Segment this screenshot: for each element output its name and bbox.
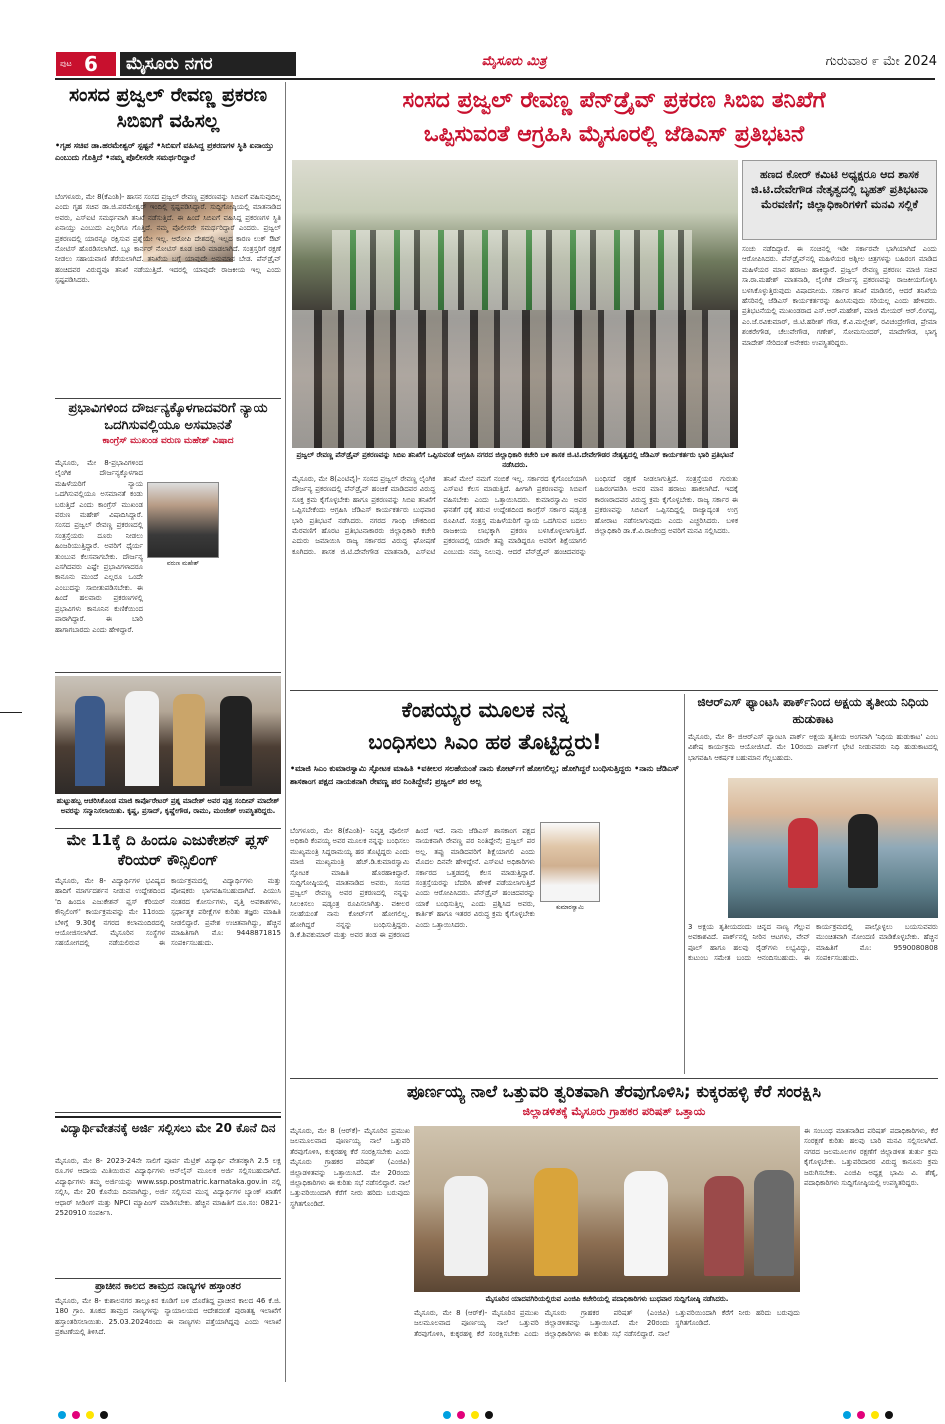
page-label: ಪುಟ	[60, 59, 72, 68]
left-story-6	[55, 1280, 281, 1380]
bottom-photo-caption: ಮೈಸೂರಿನ ಯಾದವಗಿರಿಯಲ್ಲಿರುವ ಎಂಜಿಪಿ ಕಚೇರಿಯಲ್ಲಿ ಪದಾಧಿಕಾರಿಗಳು ಬುಧವಾರ ಸುದ್ದಿಗೋಷ್ಠಿ ನಡೆಸಿದರು.	[485, 1295, 729, 1303]
figure	[788, 818, 818, 888]
left4-body: ಮೈಸೂರು, ಮೇ 8- ವಿದ್ಯಾರ್ಥಿಗಳ ಭವಿಷ್ಯದ ಹಾದಿಗೆ ಮಾರ್ಗದರ್ಶನ ನೀಡುವ ಉದ್ದೇಶದಿಂದ 'ದಿ ಹಿಂದೂ ಎಜುಕೇಶನ್ ಪ್ಲಸ್ ಕೆರಿಯರ್ ಕೌನ್ಸಿಲಿಂಗ್' ಕಾರ್ಯಕ್ರಮವನ್ನು ಮೇ 11ರಂದು ಬೆಳಿಗ್ಗೆ 9.30ಕ್ಕೆ ನಗರದ ಕಲಾಮಂದಿರದಲ್ಲಿ ಆಯೋಜಿಸಲಾಗಿದೆ. ಮೈಸೂರಿನ ಸಂಸ್ಥೆಗಳ ಸಹಯೋಗದಲ್ಲಿ ನಡೆಯಲಿರುವ ಈ ಕಾರ್ಯಕ್ರಮದಲ್ಲಿ ವಿದ್ಯಾರ್ಥಿಗಳು ಮತ್ತು ಪೋಷಕರು ಭಾಗವಹಿಸಬಹುದಾಗಿದೆ. ಪಿಯುಸಿ ನಂತರದ ಕೋರ್ಸುಗಳು, ವೃತ್ತಿ ಅವಕಾಶಗಳು, ಸ್ಪರ್ಧಾತ್ಮಕ ಪರೀಕ್ಷೆಗಳ ಕುರಿತು ತಜ್ಞರು ಮಾಹಿತಿ ನೀಡಲಿದ್ದಾರೆ. ಪ್ರವೇಶ ಉಚಿತವಾಗಿದ್ದು, ಹೆಚ್ಚಿನ ಮಾಹಿತಿಗಾಗಿ ಮೊ: 9448871815 ಸಂಪರ್ಕಿಸಬಹುದು.	[55, 877, 281, 948]
figure	[125, 691, 159, 786]
divider	[55, 1112, 281, 1113]
bottom-subhead: ಜಿಲ್ಲಾಡಳಿತಕ್ಕೆ ಮೈಸೂರು ಗ್ರಾಹಕರ ಪರಿಷತ್ ಒತ್ತಾಯ	[522, 1105, 706, 1118]
left1-bullets: •ಗೃಹ ಸಚಿವ ಡಾ.ಹರಮೇಶ್ವರ್ ಸ್ಪಷ್ಟನೆ •ಸಿಬಿಐಗೆ ವಹಿಸಿದ್ದ ಪ್ರಕರಣಗಳ ಸ್ಥಿತಿ ಏನಾಯ್ತು ಎಂಬುದು ಗೊತ್ತಿದೆ •ನಮ್ಮ ಪೊಲೀಸರೇ ಸಮರ್ಥರಿದ್ದಾರೆ	[55, 141, 274, 162]
figure	[704, 1176, 744, 1276]
figure	[173, 694, 205, 786]
bottom-story	[290, 1080, 938, 1380]
figure	[624, 1171, 668, 1276]
issue-date	[752, 54, 937, 74]
bottom-headline: ಪೂರ್ಣಯ್ಯ ನಾಲೆ ಒತ್ತುವರಿ ತ್ವರಿತವಾಗಿ ತೆರವುಗೊಳಿಸಿ; ಕುಕ್ಕರಹಳ್ಳಿ ಕೆರೆ ಸಂರಕ್ಷಿಸಿ	[406, 1082, 822, 1101]
left-story-5	[55, 1116, 281, 1276]
lead-body: ಮೈಸೂರು, ಮೇ 8(ಎಂಟಿವೈ)- ಸಂಸದ ಪ್ರಜ್ವಲ್ ರೇವಣ್ಣ ಲೈಂಗಿಕ ದೌರ್ಜನ್ಯ ಪ್ರಕರಣದಲ್ಲಿ ಪೆನ್‌ಡ್ರೈವ್ ಹಂಚಿಕೆ ಮಾಡಿದವರ ವಿರುದ್ಧ ಸೂಕ್ತ ಕ್ರಮ ಕೈಗೊಳ್ಳಬೇಕು ಹಾಗೂ ಪ್ರಕರಣವನ್ನು ಸಿಬಿಐ ತನಿಖೆಗೆ ಒಪ್ಪಿಸಬೇಕೆಂದು ಆಗ್ರಹಿಸಿ ಜೆಡಿಎಸ್ ಕಾರ್ಯಕರ್ತರು ಬುಧವಾರ ಭಾರಿ ಪ್ರತಿಭಟನೆ ನಡೆಸಿದರು. ನಗರದ ಗಾಂಧಿ ಚೌಕದಿಂದ ಮೆರವಣಿಗೆ ಹೊರಟ ಪ್ರತಿಭಟನಾಕಾರರು ಜಿಲ್ಲಾಧಿಕಾರಿ ಕಚೇರಿ ಎದುರು ಜಮಾಯಿಸಿ ರಾಜ್ಯ ಸರ್ಕಾರದ ವಿರುದ್ಧ ಘೋಷಣೆ ಕೂಗಿದರು. ಶಾಸಕ ಜಿ.ಟಿ.ದೇವೇಗೌಡ ಮಾತನಾಡಿ, ಎಸ್ಐಟಿ ತನಿಖೆ ಮೇಲೆ ನಮಗೆ ನಂಬಿಕೆ ಇಲ್ಲ. ಸರ್ಕಾರದ ಕೈಗೊಂಬೆಯಾಗಿ ಎಸ್ಐಟಿ ಕೆಲಸ ಮಾಡುತ್ತಿದೆ. ಹೀಗಾಗಿ ಪ್ರಕರಣವನ್ನು ಸಿಬಿಐಗೆ ವಹಿಸಬೇಕು ಎಂದು ಒತ್ತಾಯಿಸಿದರು. ಕುಮಾರಸ್ವಾಮಿ ಅವರ ಘನತೆಗೆ ಧಕ್ಕೆ ತರುವ ಉದ್ದೇಶದಿಂದ ಕಾಂಗ್ರೆಸ್ ಸರ್ಕಾರ ಷಡ್ಯಂತ್ರ ರೂಪಿಸಿದೆ. ಸಂತ್ರಸ್ತ ಮಹಿಳೆಯರಿಗೆ ನ್ಯಾಯ ಒದಗಿಸುವ ಬದಲು ರಾಜಕೀಯ ಲಾಭಕ್ಕಾಗಿ ಪ್ರಕರಣ ಬಳಸಿಕೊಳ್ಳಲಾಗುತ್ತಿದೆ. ಪ್ರಕರಣದಲ್ಲಿ ಯಾರೇ ತಪ್ಪು ಮಾಡಿದ್ದರೂ ಅವರಿಗೆ ಶಿಕ್ಷೆಯಾಗಲಿ ಎಂಬುದು ನಮ್ಮ ನಿಲುವು. ಆದರೆ ಪೆನ್‌ಡ್ರೈವ್ ಹಂಚಿದವರನ್ನು ಬಂಧಿಸದೆ ರಕ್ಷಣೆ ನೀಡಲಾಗುತ್ತಿದೆ. ಸಂತ್ರಸ್ತೆಯರ ಗುರುತು ಬಹಿರಂಗಪಡಿಸಿ ಅವರ ಮಾನ ಹರಾಜು ಹಾಕಲಾಗಿದೆ. ಇದಕ್ಕೆ ಕಾರಣರಾದವರ ವಿರುದ್ಧ ಕ್ರಮ ಕೈಗೊಳ್ಳಬೇಕು. ರಾಜ್ಯ ಸರ್ಕಾರ ಈ ಪ್ರಕರಣವನ್ನು ಸಿಬಿಐಗೆ ಒಪ್ಪಿಸದಿದ್ದಲ್ಲಿ ರಾಜ್ಯಾದ್ಯಂತ ಉಗ್ರ ಹೋರಾಟ ನಡೆಸಲಾಗುವುದು ಎಂದು ಎಚ್ಚರಿಸಿದರು. ಬಳಿಕ ಜಿಲ್ಲಾಧಿಕಾರಿ ಡಾ.ಕೆ.ವಿ.ರಾಜೇಂದ್ರ ಅವರಿಗೆ ಮನವಿ ಸಲ್ಲಿಸಿದರು.	[292, 475, 738, 556]
left-story-3	[55, 676, 281, 826]
left2-headline: ಪ್ರಭಾವಿಗಳಿಂದ ದೌರ್ಜನ್ಯಕ್ಕೊಳಗಾದವರಿಗೆ ನ್ಯಾಯ ಒದಗಿಸುವಲ್ಲಿಯೂ ಅಸಮಾನತೆ	[68, 401, 268, 433]
page-number-badge	[56, 52, 116, 76]
right-body-top: ಮೈಸೂರು, ಮೇ 8- ಜಿಆರ್‌ಎಸ್ ಫ್ಯಾಂಟಸಿ ಪಾರ್ಕ್ ಅಕ್ಷಯ ತೃತೀಯ ಅಂಗವಾಗಿ 'ನಿಧಿಯ ಹುಡುಕಾಟ' ಎಂಬ ವಿಶೇಷ ಕಾರ್ಯಕ್ರಮ ಆಯೋಜಿಸಿದೆ. ಮೇ 10ರಂದು ಪಾರ್ಕ್‌ಗೆ ಭೇಟಿ ನೀಡುವವರು ನಿಧಿ ಹುಡುಕಾಟದಲ್ಲಿ ಭಾಗವಹಿಸಿ ಆಕರ್ಷಕ ಬಹುಮಾನ ಗೆಲ್ಲಬಹುದು.	[688, 733, 938, 762]
lead-sidebar	[742, 160, 937, 688]
divider	[55, 398, 281, 399]
left2-body: ಮೈಸೂರು, ಮೇ 8-ಪ್ರಭಾವಿಗಳಿಂದ ಲೈಂಗಿಕ ದೌರ್ಜನ್ಯಕ್ಕೊಳಗಾದ ಮಹಿಳೆಯರಿಗೆ ನ್ಯಾಯ ಒದಗಿಸುವಲ್ಲಿಯೂ ಅಸಮಾನತೆ ಕಂಡು ಬರುತ್ತಿದೆ ಎಂದು ಕಾಂಗ್ರೆಸ್ ಮುಖಂಡ ವರುಣ ಮಹೇಶ್ ವಿಷಾದಿಸಿದ್ದಾರೆ. ಸಂಸದ ಪ್ರಜ್ವಲ್ ರೇವಣ್ಣ ಪ್ರಕರಣದಲ್ಲಿ ಸಂತ್ರಸ್ತೆಯರು ದೂರು ನೀಡಲು ಹಿಂಜರಿಯುತ್ತಿದ್ದಾರೆ. ಅವರಿಗೆ ಧೈರ್ಯ ತುಂಬುವ ಕೆಲಸವಾಗಬೇಕು. ದೌರ್ಜನ್ಯ ಎಸಗಿದವರು ಎಷ್ಟೇ ಪ್ರಭಾವಿಗಳಾದರೂ ಕಾನೂನು ಮುಂದೆ ಎಲ್ಲರೂ ಒಂದೇ ಎಂಬುದನ್ನು ಸಾಬೀತುಪಡಿಸಬೇಕು. ಈ ಹಿಂದೆ ಹಲವಾರು ಪ್ರಕರಣಗಳಲ್ಲಿ ಪ್ರಭಾವಿಗಳು ಕಾನೂನಿನ ಕುಣಿಕೆಯಿಂದ ಪಾರಾಗಿದ್ದಾರೆ. ಈ ಬಾರಿ ಹಾಗಾಗಬಾರದು ಎಂದು ಹೇಳಿದ್ದಾರೆ.	[55, 459, 143, 634]
birthday-photo	[55, 676, 281, 794]
crowd	[292, 310, 738, 448]
center-headline-line2: ಬಂಧಿಸಲು ಸಿಎಂ ಹಠ ತೊಟ್ಟಿದ್ದರು!	[368, 730, 602, 754]
lead-headline	[290, 84, 938, 158]
varuna-mahesh-photo	[147, 482, 219, 558]
section-label	[120, 52, 296, 76]
bottom-body-left: ಮೈಸೂರು, ಮೇ 8 (ಆರ್‌ಕೆ)- ಮೈಸೂರಿನ ಪ್ರಮುಖ ಜಲಮೂಲವಾದ ಪೂರ್ಣಯ್ಯ ನಾಲೆ ಒತ್ತುವರಿ ತೆರವುಗೊಳಿಸಿ, ಕುಕ್ಕರಹಳ್ಳಿ ಕೆರೆ ಸಂರಕ್ಷಿಸಬೇಕು ಎಂದು ಮೈಸೂರು ಗ್ರಾಹಕರ ಪರಿಷತ್ (ಎಂಜಿಪಿ) ಜಿಲ್ಲಾಡಳಿತವನ್ನು ಒತ್ತಾಯಿಸಿದೆ. ಮೇ 20ರಂದು ಜಿಲ್ಲಾಧಿಕಾರಿಗಳು ಈ ಕುರಿತು ಸಭೆ ನಡೆಸಲಿದ್ದಾರೆ. ನಾಲೆ ಒತ್ತುವರಿಯಿಂದಾಗಿ ಕೆರೆಗೆ ನೀರು ಹರಿದು ಬರುವುದು ಸ್ಥಗಿತಗೊಂಡಿದೆ.	[290, 1127, 410, 1208]
figure	[848, 814, 878, 888]
left-story-1	[55, 82, 281, 396]
registration-marks-right	[840, 1404, 940, 1414]
left2-photo-caption: ವರುಣ ಮಹೇಶ್	[166, 560, 200, 567]
divider	[55, 1278, 281, 1279]
left1-body: ಬೆಂಗಳೂರು, ಮೇ 8(ಕೆಎಂಶಿ)- ಹಾಸನ ಸಂಸದ ಪ್ರಜ್ವಲ್ ರೇವಣ್ಣ ಪ್ರಕರಣವನ್ನು ಸಿಬಿಐಗೆ ವಹಿಸುವುದಿಲ್ಲ ಎಂದು ಗೃಹ ಸಚಿವ ಡಾ.ಜಿ.ಪರಮೇಶ್ವರ್ ಇಂದಿಲ್ಲಿ ಸ್ಪಷ್ಟಪಡಿಸಿದ್ದಾರೆ. ಸುದ್ದಿಗೋಷ್ಠಿಯಲ್ಲಿ ಮಾತನಾಡಿದ ಅವರು, ಎಸ್ಐಟಿ ಸಮರ್ಥವಾಗಿ ತನಿಖೆ ನಡೆಸುತ್ತಿದೆ. ಈ ಹಿಂದೆ ಸಿಬಿಐಗೆ ವಹಿಸಿದ್ದ ಪ್ರಕರಣಗಳ ಸ್ಥಿತಿ ಏನಾಯ್ತು ಎಂಬುದು ಎಲ್ಲರಿಗೂ ಗೊತ್ತಿದೆ. ನಮ್ಮ ಪೊಲೀಸರೇ ಸಮರ್ಥರಿದ್ದಾರೆ ಎಂದರು. ಪ್ರಜ್ವಲ್ ಪ್ರಕರಣದಲ್ಲಿ ಯಾರನ್ನೂ ರಕ್ಷಿಸುವ ಪ್ರಶ್ನೆಯೇ ಇಲ್ಲ. ಆರೋಪಿ ದೇಶದಲ್ಲಿ ಇಲ್ಲದ ಕಾರಣ ಲುಕ್ ಔಟ್ ನೋಟಿಸ್ ಹೊರಡಿಸಲಾಗಿದೆ. ಬ್ಲೂ ಕಾರ್ನರ್ ನೋಟಿಸ್ ಕೂಡ ಜಾರಿ ಮಾಡಲಾಗಿದೆ. ಸಂತ್ರಸ್ತರಿಗೆ ರಕ್ಷಣೆ ನೀಡಲು ಸಹಾಯವಾಣಿ ತೆರೆಯಲಾಗಿದೆ. ತನಿಖೆಯ ಬಗ್ಗೆ ಯಾವುದೇ ಅನುಮಾನ ಬೇಡ. ಪೆನ್‌ಡ್ರೈವ್ ಹಂಚಿದವರ ವಿರುದ್ಧವೂ ತನಿಖೆ ನಡೆಯುತ್ತಿದೆ. ಇದರಲ್ಲಿ ಯಾವುದೇ ರಾಜಕೀಯ ಇಲ್ಲ ಎಂದು ಸ್ಪಷ್ಟಪಡಿಸಿದರು.	[55, 193, 281, 285]
lead-sidebar-kicker: ಹಣದ ಕೋರ್ ಕಮಿಟಿ ಅಧ್ಯಕ್ಷರೂ ಆದ ಶಾಸಕ ಜಿ.ಟಿ.ದೇವೇಗೌಡ ನೇತೃತ್ವದಲ್ಲಿ ಬೃಹತ್ ಪ್ರತಿಭಟನಾ ಮೆರವಣಿಗೆ; ಜಿಲ್ಲಾಧಿಕಾರಿಗಳಿಗೆ ಮನವಿ ಸಲ್ಲಿಕೆ	[742, 160, 937, 240]
left5-headline: ವಿದ್ಯಾರ್ಥಿವೇತನಕ್ಕೆ ಅರ್ಜಿ ಸಲ್ಲಿಸಲು ಮೇ 20 ಕೊನೆ ದಿನ	[55, 1116, 281, 1137]
column-rule	[684, 694, 685, 1074]
figure	[444, 1176, 488, 1276]
center-headline-line1: ಕೆಂಪಯ್ಯರ ಮೂಲಕ ನನ್ನ	[401, 698, 569, 722]
left4-headline: ಮೇ 11ಕ್ಕೆ ದಿ ಹಿಂದೂ ಎಜುಕೇಶನ್ ಪ್ಲಸ್ ಕೆರಿಯರ್ ಕೌನ್ಸಿಲಿಂಗ್	[66, 831, 270, 869]
protest-photo-caption: ಪ್ರಜ್ವಲ್ ರೇವಣ್ಣ ಪೆನ್‌ಡ್ರೈವ್ ಪ್ರಕರಣವನ್ನು ಸಿಬಿಐ ತನಿಖೆಗೆ ಒಪ್ಪಿಸುವಂತೆ ಆಗ್ರಹಿಸಿ ನಗರದ ಜಿಲ್ಲಾಧಿಕಾರಿ ಕಚೇರಿ ಬಳಿ ಶಾಸಕ ಜಿ.ಟಿ.ದೇವೇಗೌಡರ ನೇತೃತ್ವದಲ್ಲಿ ಜೆಡಿಎಸ್ ಕಾರ್ಯಕರ್ತರು ಭಾರಿ ಪ್ರತಿಭಟನೆ ನಡೆಸಿದರು.	[296, 451, 734, 469]
figure	[754, 1170, 794, 1276]
paper-name: ಮೈಸೂರು ಮಿತ್ರ	[481, 54, 547, 69]
lead-headline-line2: ಒಪ್ಪಿಸುವಂತೆ ಆಗ್ರಹಿಸಿ ಮೈಸೂರಲ್ಲಿ ಜೆಡಿಎಸ್ ಪ್ರತಿಭಟನೆ	[423, 122, 805, 147]
registration-marks-center	[440, 1404, 520, 1414]
margin-crop-mark	[0, 712, 22, 713]
divider	[290, 1078, 938, 1079]
left5-body: ಮೈಸೂರು, ಮೇ 8- 2023-24ನೇ ಸಾಲಿಗೆ ಪೂರ್ವ ಮೆಟ್ರಿಕ್ ವಿದ್ಯಾರ್ಥಿ ವೇತನಕ್ಕಾಗಿ 2.5 ಲಕ್ಷ ರೂ.ಗಳ ಆದಾಯ ಮಿತಿಯಿರುವ ವಿದ್ಯಾರ್ಥಿಗಳು ಆನ್‌ಲೈನ್ ಮೂಲಕ ಅರ್ಜಿ ಸಲ್ಲಿಸಬಹುದಾಗಿದೆ. ವಿದ್ಯಾರ್ಥಿಗಳು ತಮ್ಮ ಅರ್ಜಿಯನ್ನು www.ssp.postmatric.karnataka.gov.in ನಲ್ಲಿ ಸಲ್ಲಿಸಿ, ಮೇ 20 ಕೊನೆಯ ದಿನವಾಗಿದ್ದು, ಅರ್ಜಿ ಸಲ್ಲಿಸುವ ಮುನ್ನ ವಿದ್ಯಾರ್ಥಿಗಳ ಬ್ಯಾಂಕ್ ಖಾತೆಗೆ ಆಧಾರ್ ಸೀಡಿಂಗ್ ಮತ್ತು NPCI ಮ್ಯಾಪಿಂಗ್ ಮಾಡಿಸಬೇಕು. ಹೆಚ್ಚಿನ ಮಾಹಿತಿಗೆ ದೂ.ಸಂ: 0821-2520910 ಸಂಪರ್ಕಿಸಿ.	[55, 1157, 281, 1218]
center-body: ಬೆಂಗಳೂರು, ಮೇ 8(ಕೆಎಂಶಿ)- ನಿವೃತ್ತ ಪೊಲೀಸ್ ಅಧಿಕಾರಿ ಕೆಂಪಯ್ಯ ಅವರ ಮೂಲಕ ನನ್ನನ್ನು ಬಂಧಿಸಲು ಮುಖ್ಯಮಂತ್ರಿ ಸಿದ್ದರಾಮಯ್ಯ ಹಠ ತೊಟ್ಟಿದ್ದರು ಎಂದು ಮಾಜಿ ಮುಖ್ಯಮಂತ್ರಿ ಹೆಚ್.ಡಿ.ಕುಮಾರಸ್ವಾಮಿ ಸ್ಫೋಟಕ ಮಾಹಿತಿ ಹೊರಹಾಕಿದ್ದಾರೆ. ಸುದ್ದಿಗೋಷ್ಠಿಯಲ್ಲಿ ಮಾತನಾಡಿದ ಅವರು, ಸಂಸದ ಪ್ರಜ್ವಲ್ ರೇವಣ್ಣ ಅವರ ಪ್ರಕರಣದಲ್ಲಿ ನನ್ನನ್ನು ಸಿಲುಕಿಸಲು ಷಡ್ಯಂತ್ರ ರೂಪಿಸಲಾಗಿತ್ತು. ವಕೀಲರ ಸಲಹೆಯಂತೆ ನಾನು ಕೋರ್ಟ್‌ಗೆ ಹೋಗಲಿಲ್ಲ. ಹೋಗಿದ್ದರೆ ನನ್ನನ್ನು ಬಂಧಿಸುತ್ತಿದ್ದರು. ಡಿ.ಕೆ.ಶಿವಕುಮಾರ್ ಮತ್ತು ಅವರ ತಂಡ ಈ ಪ್ರಕರಣದ ಹಿಂದೆ ಇದೆ. ನಾನು ಜೆಡಿಎಸ್ ಶಾಸಕಾಂಗ ಪಕ್ಷದ ನಾಯಕನಾಗಿ ರೇವಣ್ಣ ಪರ ನಿಂತಿದ್ದೇನೆ; ಪ್ರಜ್ವಲ್ ಪರ ಅಲ್ಲ. ತಪ್ಪು ಮಾಡಿದವರಿಗೆ ಶಿಕ್ಷೆಯಾಗಲಿ ಎಂದು ಮೊದಲ ದಿನವೇ ಹೇಳಿದ್ದೇನೆ. ಎಸ್ಐಟಿ ಅಧಿಕಾರಿಗಳು ಸರ್ಕಾರದ ಒತ್ತಡದಲ್ಲಿ ಕೆಲಸ ಮಾಡುತ್ತಿದ್ದಾರೆ. ಸಂತ್ರಸ್ತೆಯರನ್ನು ಬೆದರಿಸಿ ಹೇಳಿಕೆ ಪಡೆಯಲಾಗುತ್ತಿದೆ ಎಂದು ಆರೋಪಿಸಿದರು. ಪೆನ್‌ಡ್ರೈವ್ ಹಂಚಿದವರನ್ನು ಯಾಕೆ ಬಂಧಿಸುತ್ತಿಲ್ಲ ಎಂದು ಪ್ರಶ್ನಿಸಿದ ಅವರು, ಕಾರ್ತಿಕ್ ಹಾಗೂ ಇತರರ ವಿರುದ್ಧ ಕ್ರಮ ಕೈಗೊಳ್ಳಬೇಕು ಎಂದು ಒತ್ತಾಯಿಸಿದರು.	[290, 827, 535, 940]
left1-headline: ಸಂಸದ ಪ್ರಜ್ವಲ್ ರೇವಣ್ಣ ಪ್ರಕರಣ ಸಿಬಿಐಗೆ ವಹಿಸಲ್ಲ	[68, 84, 268, 132]
center-story	[290, 694, 680, 1074]
kumaraswamy-photo	[540, 822, 600, 902]
fantasy-park-photo	[728, 778, 938, 918]
left6-body: ಮೈಸೂರು, ಮೇ 8- ಕುಶಾಲನಗರ ತಾಲ್ಲೂಕಿನ ಕೂಡಿಗೆ ಬಳಿ ದೊರೆತಿದ್ದ ಪ್ರಾಚೀನ ಕಾಲದ 46 ಕೆ.ಜಿ. 180 ಗ್ರಾಂ. ತೂಕದ ತಾಮ್ರದ ನಾಣ್ಯಗಳನ್ನು ನ್ಯಾಯಾಲಯದ ಆದೇಶದಂತೆ ಪುರಾತತ್ವ ಇಲಾಖೆಗೆ ಹಸ್ತಾಂತರಿಸಲಾಯಿತು. 25.03.2024ರಂದು ಈ ನಾಣ್ಯಗಳು ಪತ್ತೆಯಾಗಿದ್ದವು ಎಂದು ಇಲಾಖೆ ಪ್ರಕಟಣೆಯಲ್ಲಿ ತಿಳಿಸಿದೆ.	[55, 1297, 281, 1337]
divider	[290, 690, 938, 691]
column-rule	[285, 82, 286, 1382]
figure	[75, 696, 105, 786]
header-rule	[55, 78, 935, 80]
lead-sidebar-body: ಸಂಚು ನಡೆದಿದ್ದಾರೆ. ಈ ಸಂಚಿನಲ್ಲಿ ಇಡೀ ಸರ್ಕಾರವೇ ಭಾಗಿಯಾಗಿದೆ ಎಂದು ಆರೋಪಿಸಿದರು. ಪೆನ್‌ಡ್ರೈವ್‌ನಲ್ಲಿ ಮಹಿಳೆಯರ ಅಶ್ಲೀಲ ಚಿತ್ರಗಳನ್ನು ಬಹಿರಂಗ ಮಾಡಿದ ಮಹಿಳೆಯರ ಮಾನ ಹರಾಜು ಹಾಕಿದ್ದಾರೆ. ಪ್ರಜ್ವಲ್ ರೇವಣ್ಣ ಪ್ರಕರಣ: ಮಾಜಿ ಸಚಿವ ಸಾ.ರಾ.ಮಹೇಶ್ ಮಾತನಾಡಿ, ಲೈಂಗಿಕ ದೌರ್ಜನ್ಯ ಪ್ರಕರಣವನ್ನು ರಾಜಕೀಯಗೊಳ್ಳಿಸಿ ಬಳಸಿಕೊಳ್ಳುತ್ತಿರುವುದು ವಿಷಾದನೀಯ. ಸರ್ಕಾರ ತನಿಖೆ ಮಾಡಿಸಲಿ, ಆದರೆ ತನಿಖೆಯ ಹೆಸರಿನಲ್ಲಿ ಜೆಡಿಎಸ್ ಕಾರ್ಯಕರ್ತರನ್ನು ಹಿಂಸಿಸುವುದು ಸರಿಯಲ್ಲ ಎಂದು ಹೇಳಿದರು. ಪ್ರತಿಭಟನೆಯಲ್ಲಿ ಮುಖಂಡರಾದ ಎಸ್.ಆರ್.ಮಹೇಶ್, ಮಾಜಿ ಮೇಯರ್ ಆರ್.ಲಿಂಗಪ್ಪ, ಎಂ.ಜೆ.ರವಿಕುಮಾರ್, ಜಿ.ಟಿ.ಹರೀಶ್ ಗೌಡ, ಕೆ.ವಿ.ಮಲ್ಲೇಶ್, ರವಿಚಂದ್ರೇಗೌಡ, ಪ್ರೇಮಾ ಶಂಕರೇಗೌಡ, ಚೆಲುವೇಗೌಡ, ಗಣೇಶ್, ಸೋಮಸುಂದರ್, ಮಾದೇಗೌಡ, ಭಾಗ್ಯ ಮಾದೇಶ್ ಸೇರಿದಂತೆ ಅನೇಕರು ಉಪಸ್ಥಿತರಿದ್ದರು.	[742, 245, 937, 347]
bottom-body-right: ಈ ಸಂಬಂಧ ಮಾತನಾಡಿದ ಪರಿಷತ್ ಪದಾಧಿಕಾರಿಗಳು, ಕೆರೆ ಸಂರಕ್ಷಣೆ ಕುರಿತು ಹಲವು ಬಾರಿ ಮನವಿ ಸಲ್ಲಿಸಲಾಗಿದೆ. ನಗರದ ಜಲಮೂಲಗಳ ರಕ್ಷಣೆಗೆ ಜಿಲ್ಲಾಡಳಿತ ತುರ್ತು ಕ್ರಮ ಕೈಗೊಳ್ಳಬೇಕು. ಒತ್ತುವರಿದಾರರ ವಿರುದ್ಧ ಕಾನೂನು ಕ್ರಮ ಜರುಗಿಸಬೇಕು. ಎಂಜಿಪಿ ಅಧ್ಯಕ್ಷ ಭಾಮಿ ವಿ. ಶೆಣೈ, ಪದಾಧಿಕಾರಿಗಳು ಸುದ್ದಿಗೋಷ್ಠಿಯಲ್ಲಿ ಉಪಸ್ಥಿತರಿದ್ದರು.	[804, 1127, 938, 1188]
crowd-back	[332, 230, 692, 310]
bottom-body-under: ಮೈಸೂರು, ಮೇ 8 (ಆರ್‌ಕೆ)- ಮೈಸೂರಿನ ಪ್ರಮುಖ ಜಲಮೂಲವಾದ ಪೂರ್ಣಯ್ಯ ನಾಲೆ ಒತ್ತುವರಿ ತೆರವುಗೊಳಿಸಿ, ಕುಕ್ಕರಹಳ್ಳಿ ಕೆರೆ ಸಂರಕ್ಷಿಸಬೇಕು ಎಂದು ಮೈಸೂರು ಗ್ರಾಹಕರ ಪರಿಷತ್ (ಎಂಜಿಪಿ) ಜಿಲ್ಲಾಡಳಿತವನ್ನು ಒತ್ತಾಯಿಸಿದೆ. ಮೇ 20ರಂದು ಜಿಲ್ಲಾಧಿಕಾರಿಗಳು ಈ ಕುರಿತು ಸಭೆ ನಡೆಸಲಿದ್ದಾರೆ. ನಾಲೆ ಒತ್ತುವರಿಯಿಂದಾಗಿ ಕೆರೆಗೆ ನೀರು ಹರಿದು ಬರುವುದು ಸ್ಥಗಿತಗೊಂಡಿದೆ.	[414, 1309, 800, 1338]
center-photo-caption: ಕುಮಾರಸ್ವಾಮಿ	[556, 904, 584, 911]
left2-subhead: ಕಾಂಗ್ರೆಸ್ ಮುಖಂಡ ವರುಣ ಮಹೇಶ್ ವಿಷಾದ	[102, 436, 234, 446]
page-header	[52, 52, 944, 78]
lead-headline-line1: ಸಂಸದ ಪ್ರಜ್ವಲ್ ರೇವಣ್ಣ ಪೆನ್‌ಡ್ರೈವ್ ಪ್ರಕರಣ ಸಿಬಿಐ ತನಿಖೆಗೆ	[402, 88, 826, 113]
registration-marks-left	[55, 1404, 155, 1414]
left2-body-cont	[147, 570, 281, 668]
section-text: ಮೈಸೂರು ನಗರ	[126, 54, 213, 74]
left-story-2	[55, 400, 281, 670]
masthead-logo	[414, 54, 614, 76]
date-text: ಗುರುವಾರ ೯ ಮೇ 2024	[825, 54, 937, 69]
page-number: 6	[84, 52, 98, 76]
right-story	[688, 694, 938, 1074]
divider	[55, 828, 281, 829]
left6-headline: ಪ್ರಾಚೀನ ಕಾಲದ ತಾಮ್ರದ ನಾಣ್ಯಗಳ ಹಸ್ತಾಂತರ	[95, 1281, 241, 1292]
figure	[220, 696, 252, 786]
figure	[534, 1168, 578, 1276]
center-bullets: •ಮಾಜಿ ಸಿಎಂ ಕುಮಾರಸ್ವಾಮಿ ಸ್ಫೋಟಕ ಮಾಹಿತಿ •ವಕೀಲರ ಸಲಹೆಯಂತೆ ನಾನು ಕೋರ್ಟ್‌ಗೆ ಹೋಗಲಿಲ್ಲ; ಹೋಗಿದ್ದರೆ ಬಂಧಿಸುತ್ತಿದ್ದರು •ನಾನು ಜೆಡಿಎಸ್ ಶಾಸಕಾಂಗ ಪಕ್ಷದ ನಾಯಕನಾಗಿ ರೇವಣ್ಣ ಪರ ನಿಂತಿದ್ದೇನೆ; ಪ್ರಜ್ವಲ್ ಪರ ಅಲ್ಲ	[290, 764, 679, 786]
mgp-press-photo	[414, 1126, 800, 1292]
divider	[55, 672, 281, 673]
left3-caption: ಹುಟ್ಟುಹಬ್ಬ ಆಚರಿಸಿಕೊಂಡ ಮಾಜಿ ಕಾರ್ಪೊರೇಟರ್ ಪ್ರಶ್ನ ಮಾದೇಶ್ ಅವರ ಪುತ್ರ ಸಂದೀಪ್ ಮಾದೇಶ್ ಅವರನ್ನು ಸನ್ಮಾನಿಸಲಾಯಿತು. ಕೃಷ್ಣ, ಪ್ರಸಾದ್, ಕೃಷ್ಣೇಗೌಡ, ರಾಮು, ಮಂಜೇಶ್ ಉಪಸ್ಥಿತರಿದ್ದರು.	[56, 797, 280, 815]
right-headline: ಜಿಆರ್‌ಎಸ್ ಫ್ಯಾಂಟಸಿ ಪಾರ್ಕ್‌ನಿಂದ ಅಕ್ಷಯ ತೃತೀಯ ನಿಧಿಯ ಹುಡುಕಾಟ	[697, 695, 929, 726]
left-story-4	[55, 830, 281, 1110]
right-body: 3 ಅಕ್ಷಯ ತೃತೀಯದಂದು ಚಿನ್ನದ ನಾಣ್ಯ ಗೆಲ್ಲುವ ಅವಕಾಶವಿದೆ. ಪಾರ್ಕ್‌ನಲ್ಲಿ ನೀರಿನ ಆಟಗಳು, ವೇವ್ ಪೂಲ್ ಹಾಗೂ ಹಲವು ರೈಡ್‌ಗಳು ಲಭ್ಯವಿದ್ದು, ಕುಟುಂಬ ಸಮೇತ ಬಂದು ಆನಂದಿಸಬಹುದು. ಈ ಕಾರ್ಯಕ್ರಮದಲ್ಲಿ ಪಾಲ್ಗೊಳ್ಳಲು ಬಯಸುವವರು ಮುಂಚಿತವಾಗಿ ನೋಂದಣಿ ಮಾಡಿಕೊಳ್ಳಬೇಕು. ಹೆಚ್ಚಿನ ಮಾಹಿತಿಗೆ ಮೊ: 9590080808 ಸಂಪರ್ಕಿಸಬಹುದು.	[688, 923, 938, 963]
protest-photo	[292, 160, 738, 448]
